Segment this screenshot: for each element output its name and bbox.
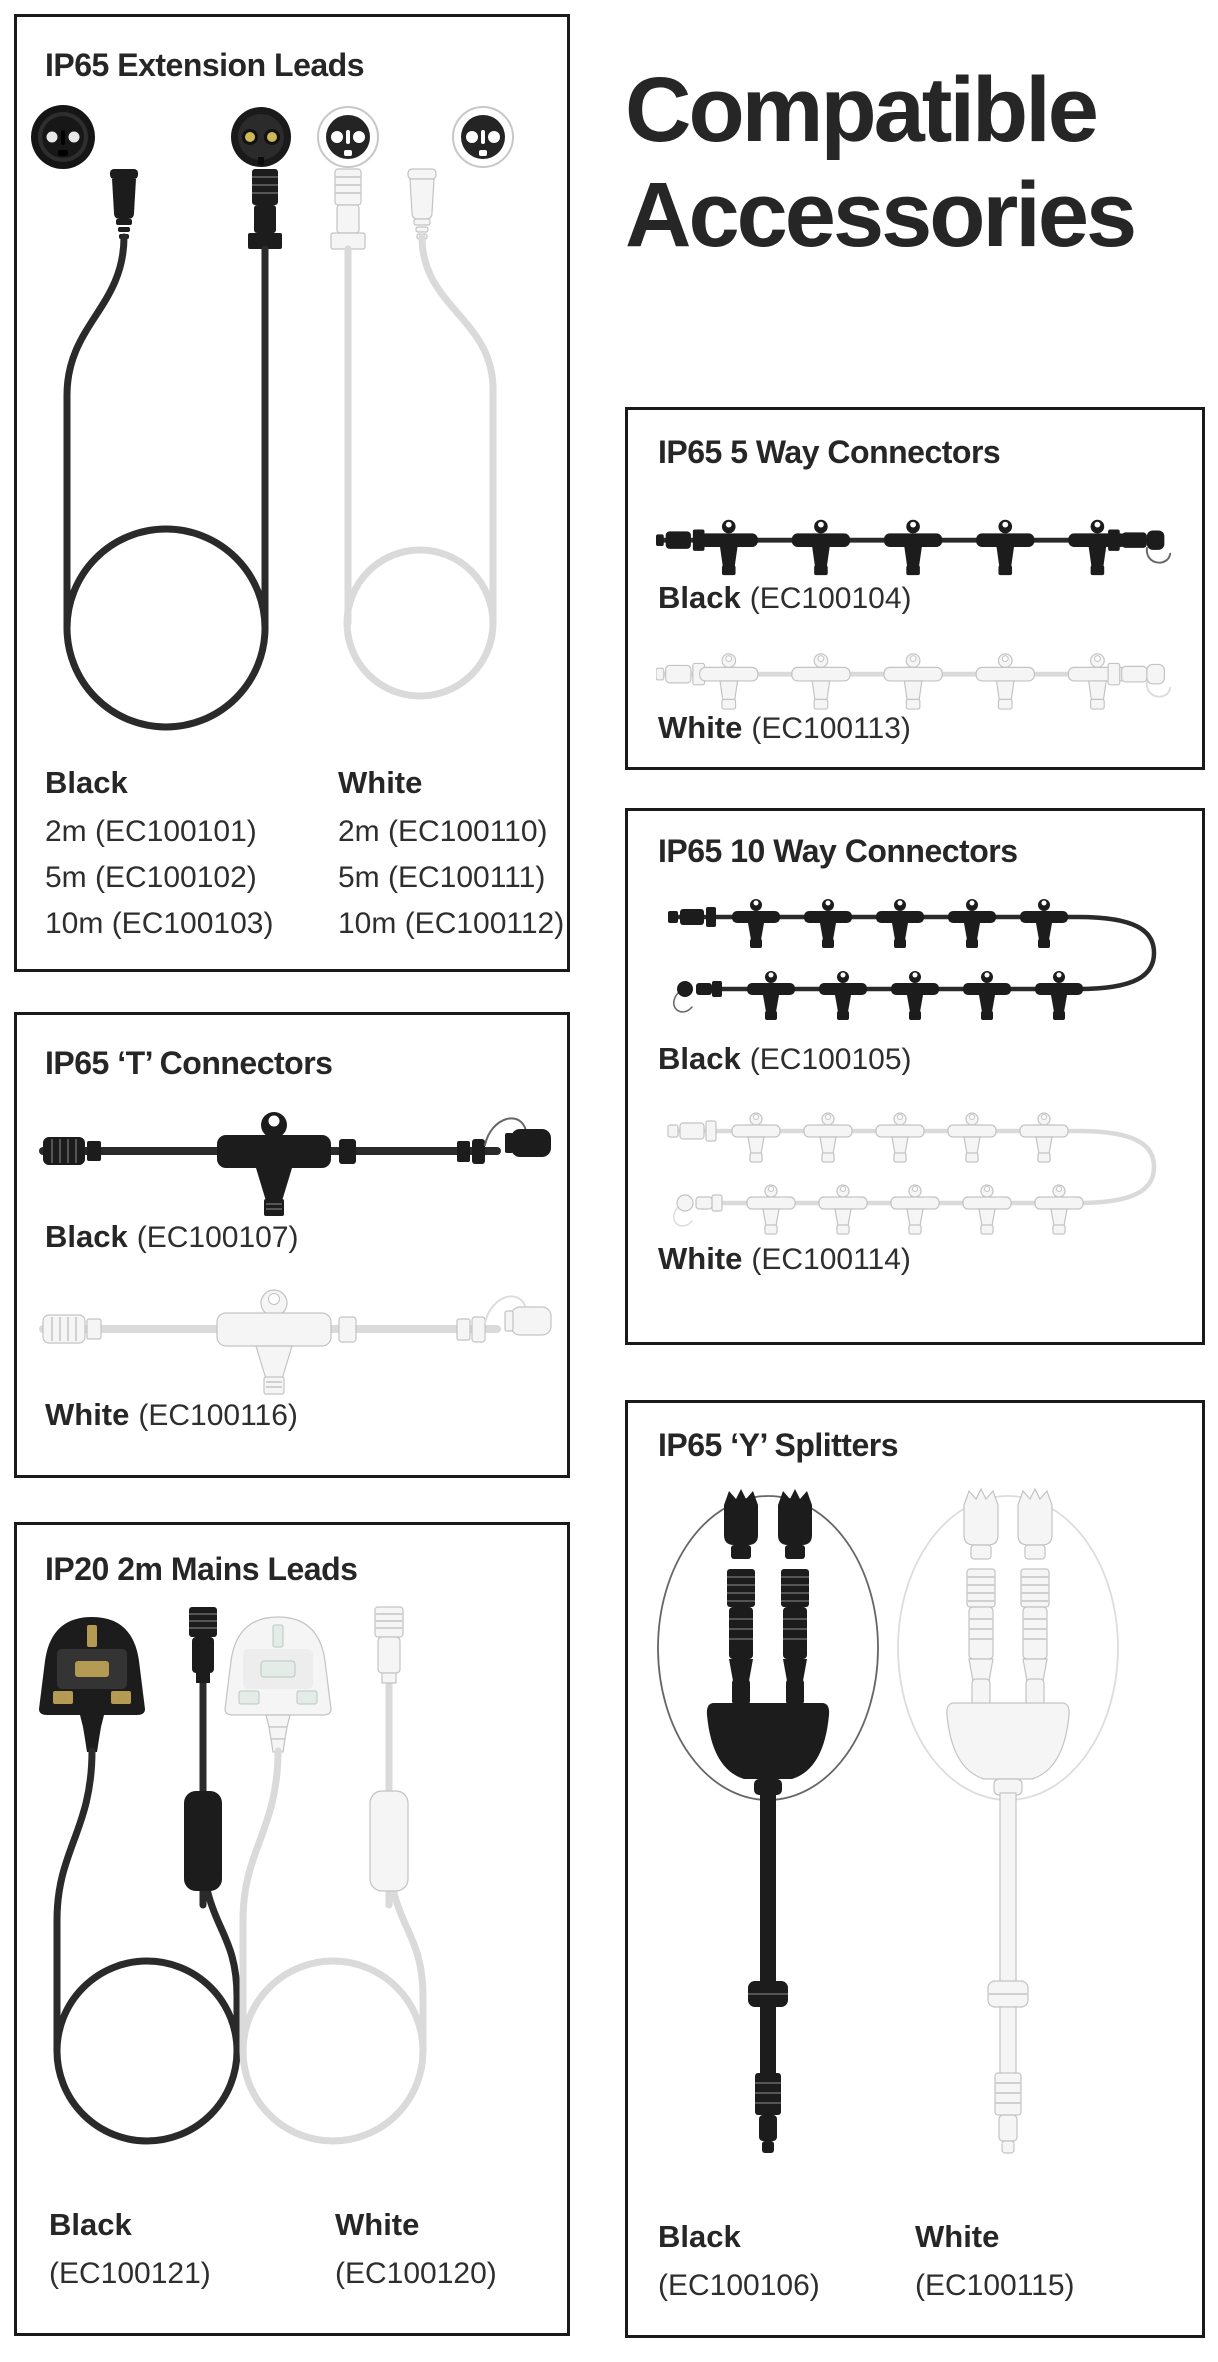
black-mains-lead-drawing: [39, 1607, 237, 2141]
mains-leads-illustration: [17, 1605, 573, 2150]
page-title-line1: Compatible: [625, 59, 1096, 161]
section-heading: IP65 5 Way Connectors: [658, 434, 1001, 470]
section-heading: IP65 10 Way Connectors: [658, 833, 1018, 869]
product-code: (EC100120): [335, 2257, 497, 2290]
product-code: 2m (EC100101): [45, 815, 257, 848]
variant-black: [658, 580, 912, 616]
t-connector-black-illustration: [27, 1099, 563, 1219]
section-extension-leads: [14, 14, 570, 972]
connector-face-black-female-icon: [31, 105, 95, 169]
section-5-way-connectors: [625, 407, 1205, 770]
color-label: Black: [658, 580, 741, 615]
y-splitters-illustration: [628, 1473, 1208, 2213]
page-title: [625, 58, 1215, 268]
product-code: (EC100107): [136, 1221, 299, 1254]
product-code: (EC100113): [751, 712, 911, 745]
product-code: 5m (EC100111): [338, 861, 546, 894]
product-code: 10m (EC100103): [45, 907, 274, 940]
y-white-label: [915, 2219, 1075, 2311]
variant-white: [658, 710, 911, 746]
color-label: Black: [49, 2207, 132, 2242]
variant-black: [658, 1041, 912, 1077]
color-label: White: [335, 2207, 420, 2242]
product-code: 2m (EC100110): [338, 815, 548, 848]
ten-way-white-illustration: [656, 1107, 1176, 1242]
white-mains-lead-drawing: [225, 1607, 423, 2141]
color-label: White: [45, 1397, 130, 1432]
white-extension-lead-drawing: [331, 169, 493, 696]
color-label: White: [338, 765, 423, 800]
black-extension-lead-drawing: [67, 169, 282, 727]
five-way-black-illustration: [656, 510, 1176, 580]
y-black-label: [658, 2219, 820, 2311]
product-code: (EC100106): [658, 2269, 820, 2302]
mains-black-label: [49, 2207, 211, 2299]
section-heading: IP65 ‘T’ Connectors: [45, 1045, 333, 1081]
t-connector-white-illustration: [27, 1277, 563, 1397]
white-y-splitter-drawing: [898, 1489, 1118, 2153]
color-label: Black: [45, 1219, 128, 1254]
product-code: 10m (EC100112): [338, 907, 565, 940]
product-code: (EC100116): [138, 1399, 298, 1432]
connector-face-white-female-icon: [318, 107, 378, 167]
product-code: (EC100114): [751, 1243, 911, 1276]
section-heading: IP65 Extension Leads: [45, 47, 365, 83]
extension-leads-illustration: [17, 97, 573, 757]
color-label: Black: [45, 765, 128, 800]
variant-white: [45, 1397, 298, 1433]
mains-white-label: [335, 2207, 497, 2299]
product-code: (EC100121): [49, 2257, 211, 2290]
section-t-connectors: [14, 1012, 570, 1478]
variant-black: [45, 1219, 299, 1255]
product-code: (EC100105): [749, 1043, 912, 1076]
ten-way-black-illustration: [656, 893, 1176, 1028]
extension-black-column: [45, 765, 273, 947]
section-mains-leads: [14, 1522, 570, 2336]
color-label: White: [915, 2219, 1000, 2254]
connector-face-white-female2-icon: [453, 107, 513, 167]
section-heading: IP65 ‘Y’ Splitters: [658, 1427, 898, 1463]
product-code: (EC100115): [915, 2269, 1075, 2302]
color-label: Black: [658, 2219, 741, 2254]
variant-white: [658, 1241, 911, 1277]
color-label: White: [658, 710, 743, 745]
section-heading: IP20 2m Mains Leads: [45, 1551, 358, 1587]
black-y-splitter-drawing: [658, 1489, 878, 2153]
section-y-splitters: [625, 1400, 1205, 2338]
color-label: White: [658, 1241, 743, 1276]
extension-white-column: [338, 765, 564, 947]
product-code: 5m (EC100102): [45, 861, 257, 894]
color-label: Black: [658, 1041, 741, 1076]
page-title-line2: Accessories: [625, 163, 1135, 266]
five-way-white-illustration: [656, 644, 1176, 714]
product-code: (EC100104): [749, 582, 912, 615]
connector-face-black-male-icon: [231, 107, 291, 167]
section-10-way-connectors: [625, 808, 1205, 1345]
